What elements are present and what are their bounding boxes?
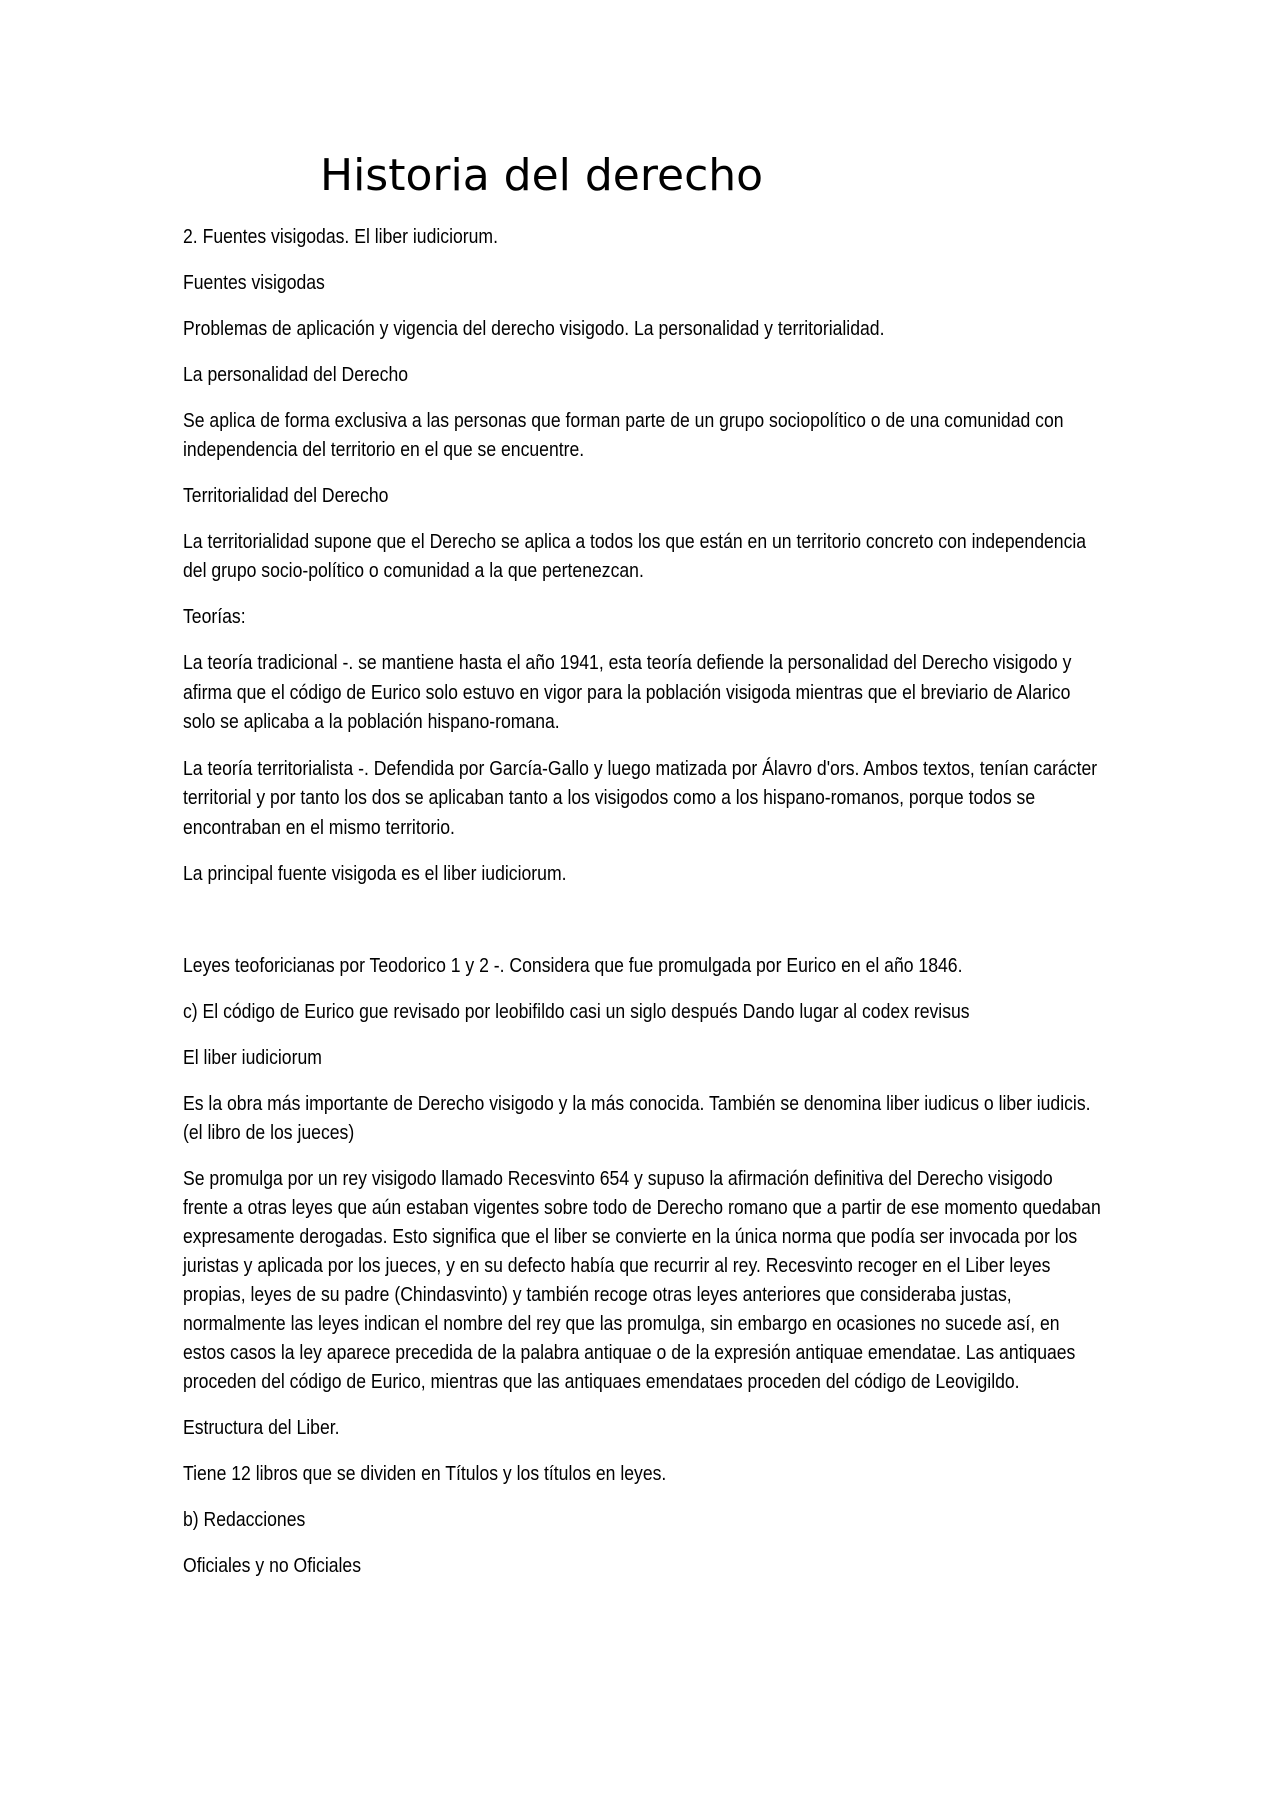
paragraph-fuentes-visigodas: Fuentes visigodas — [183, 272, 325, 294]
blank-line — [183, 906, 1103, 952]
document-body — [183, 223, 1103, 1598]
document-title: Historia del derecho — [320, 150, 764, 201]
paragraph-codigo-eurico: c) El código de Eurico gue revisado por leobifildo casi un siglo después Dando lugar al codex revisus — [183, 1001, 970, 1023]
paragraph-teorias: Teorías: — [183, 606, 246, 628]
paragraph-leyes-teoforicianas: Leyes teoforicianas por Teodorico 1 y 2 -. Considera que fue promulgada por Eurico en el año 1846. — [183, 955, 963, 977]
paragraph-section-heading: 2. Fuentes visigodas. El liber iudiciorum. — [183, 226, 498, 248]
paragraph-estructura-text: Tiene 12 libros que se dividen en Títulos y los títulos en leyes. — [183, 1463, 667, 1485]
paragraph-teoria-tradicional: La teoría tradicional -. se mantiene hasta el año 1941, esta teoría defiende la personalidad del Derecho visigodo y afirma que el código de Eurico solo estuvo en vigor para la población visigoda mientras que el breviario de Alarico solo se aplicaba a la población hispano-romana. — [183, 652, 1072, 733]
paragraph-oficiales: Oficiales y no Oficiales — [183, 1555, 362, 1577]
paragraph-redacciones: b) Redacciones — [183, 1509, 306, 1531]
paragraph-estructura-heading: Estructura del Liber. — [183, 1417, 340, 1439]
paragraph-personalidad-text: Se aplica de forma exclusiva a las personas que forman parte de un grupo sociopolítico o de una comunidad con independencia del territorio en el que se encuentre. — [183, 410, 1064, 461]
paragraph-liber-descripcion: Es la obra más importante de Derecho visigodo y la más conocida. También se denomina liber iudicus o liber iudicis.(el libro de los jueces) — [183, 1093, 1091, 1144]
paragraph-teoria-territorialista: La teoría territorialista -. Defendida por García-Gallo y luego matizada por Álavro d'ors. Ambos textos, tenían carácter territorial y por tanto los dos se aplicaban tanto a los visigodos como a los hispano-romanos, porque todos se encontraban en el mismo territorio. — [183, 757, 1098, 839]
paragraph-fuente-principal: La principal fuente visigoda es el liber iudiciorum. — [183, 863, 567, 885]
paragraph-liber-heading: El liber iudiciorum — [183, 1047, 322, 1069]
paragraph-territorialidad-text: La territorialidad supone que el Derecho se aplica a todos los que están en un territorio concreto con independencia del grupo socio-político o comunidad a la que pertenezcan. — [183, 531, 1087, 582]
paragraph-liber-promulgacion: Se promulga por un rey visigodo llamado Recesvinto 654 y supuso la afirmación definitiva del Derecho visigodo frente a otras leyes que aún estaban vigentes sobre todo de Derecho romano que a partir de ese momento quedaban expresamente derogadas. Esto significa que el liber se convierte en la única norma que podía ser invocada por los juristas y aplicada por los jueces, y en su defecto había que recurrir al rey. Recesvinto recoger en el Liber leyes propias, leyes de su padre (Chindasvinto) y también recoge otras leyes anteriores que consideraba justas, normalmente las leyes indican el nombre del rey que las promulga, sin embargo en ocasiones no sucede así, en estos casos la ley aparece precedida de la palabra antiquae o de la expresión antiquae emendatae. Las antiquaes proceden del código de Eurico, mientras que las antiquaes emendataes proceden del código de Leovigildo. — [183, 1168, 1101, 1393]
paragraph-problemas: Problemas de aplicación y vigencia del derecho visigodo. La personalidad y territorialidad. — [183, 318, 885, 340]
paragraph-territorialidad-heading: Territorialidad del Derecho — [183, 485, 389, 507]
paragraph-personalidad-heading: La personalidad del Derecho — [183, 364, 409, 386]
